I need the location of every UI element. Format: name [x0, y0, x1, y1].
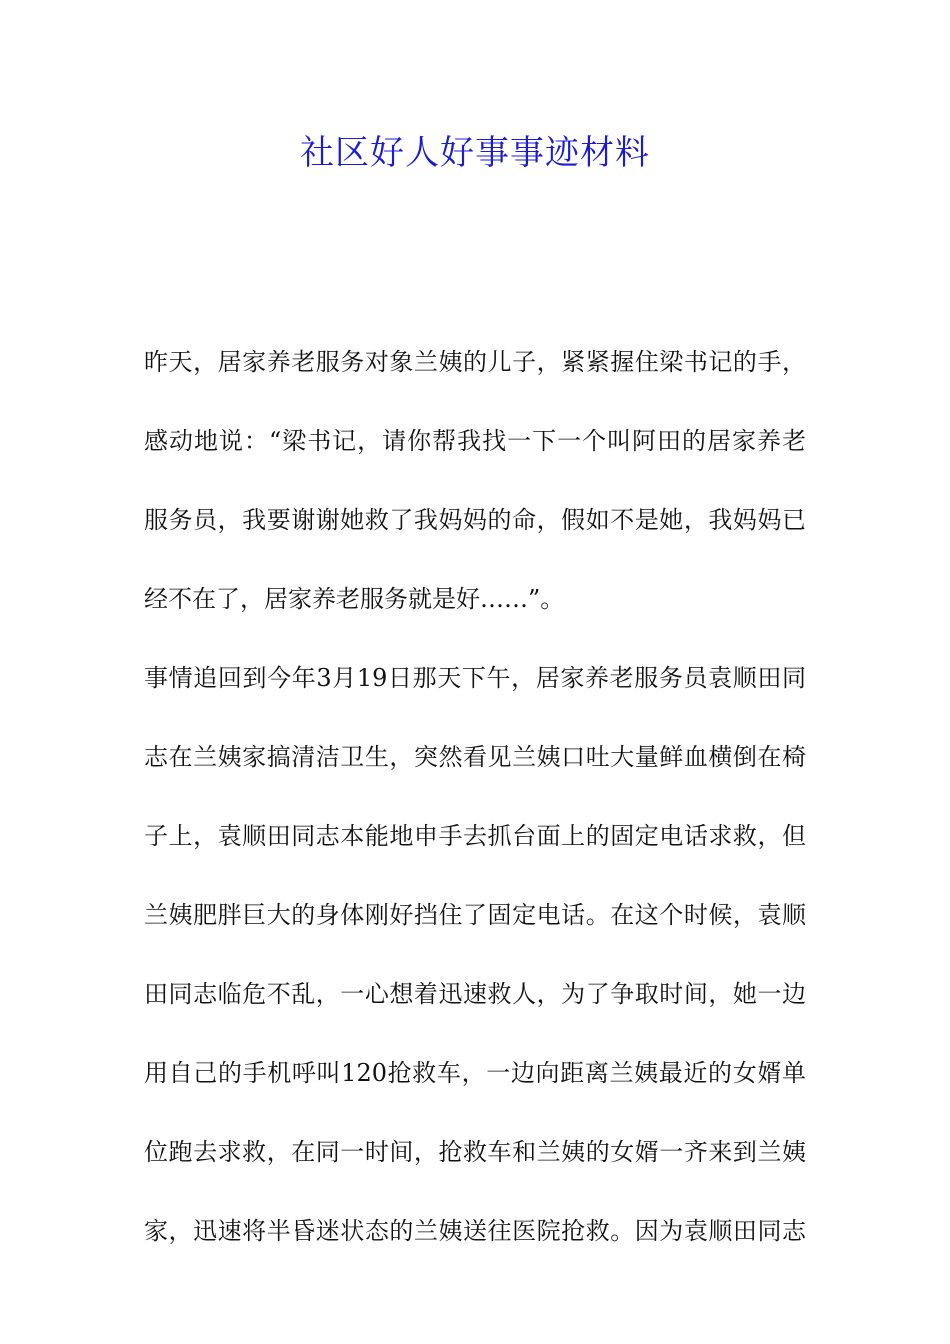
text-line: 兰姨肥胖巨大的身体刚好挡住了固定电话。在这个时候，袁顺 — [144, 901, 806, 929]
text-line: 位跑去求救，在同一时间，抢救车和兰姨的女婿一齐来到兰姨 — [144, 1138, 806, 1166]
text-line: 家，迅速将半昏迷状态的兰姨送往医院抢救。因为袁顺田同志 — [144, 1217, 806, 1245]
paragraph-1 — [144, 338, 806, 654]
text-line: 感动地说：“梁书记，请你帮我找一下一个叫阿田的居家养老 — [144, 427, 806, 455]
document-title: 社区好人好事事迹材料 — [300, 133, 650, 173]
text-line: 用自己的手机呼叫120抢救车，一边向距离兰姨最近的女婿单 — [144, 1059, 806, 1087]
document-body — [144, 338, 806, 1286]
text-line: 昨天，居家养老服务对象兰姨的儿子，紧紧握住梁书记的手， — [144, 348, 806, 376]
text-line: 经不在了，居家养老服务就是好……”。 — [144, 585, 565, 613]
text-line: 服务员，我要谢谢她救了我妈妈的命，假如不是她，我妈妈已 — [144, 506, 806, 534]
paragraph-2 — [144, 654, 806, 1286]
text-line: 志在兰姨家搞清洁卫生，突然看见兰姨口吐大量鲜血横倒在椅 — [144, 743, 806, 771]
text-line: 子上，袁顺田同志本能地申手去抓台面上的固定电话求救，但 — [144, 822, 806, 850]
text-line: 田同志临危不乱，一心想着迅速救人，为了争取时间，她一边 — [144, 980, 806, 1008]
text-line: 事情追回到今年3月19日那天下午，居家养老服务员袁顺田同 — [144, 664, 806, 692]
